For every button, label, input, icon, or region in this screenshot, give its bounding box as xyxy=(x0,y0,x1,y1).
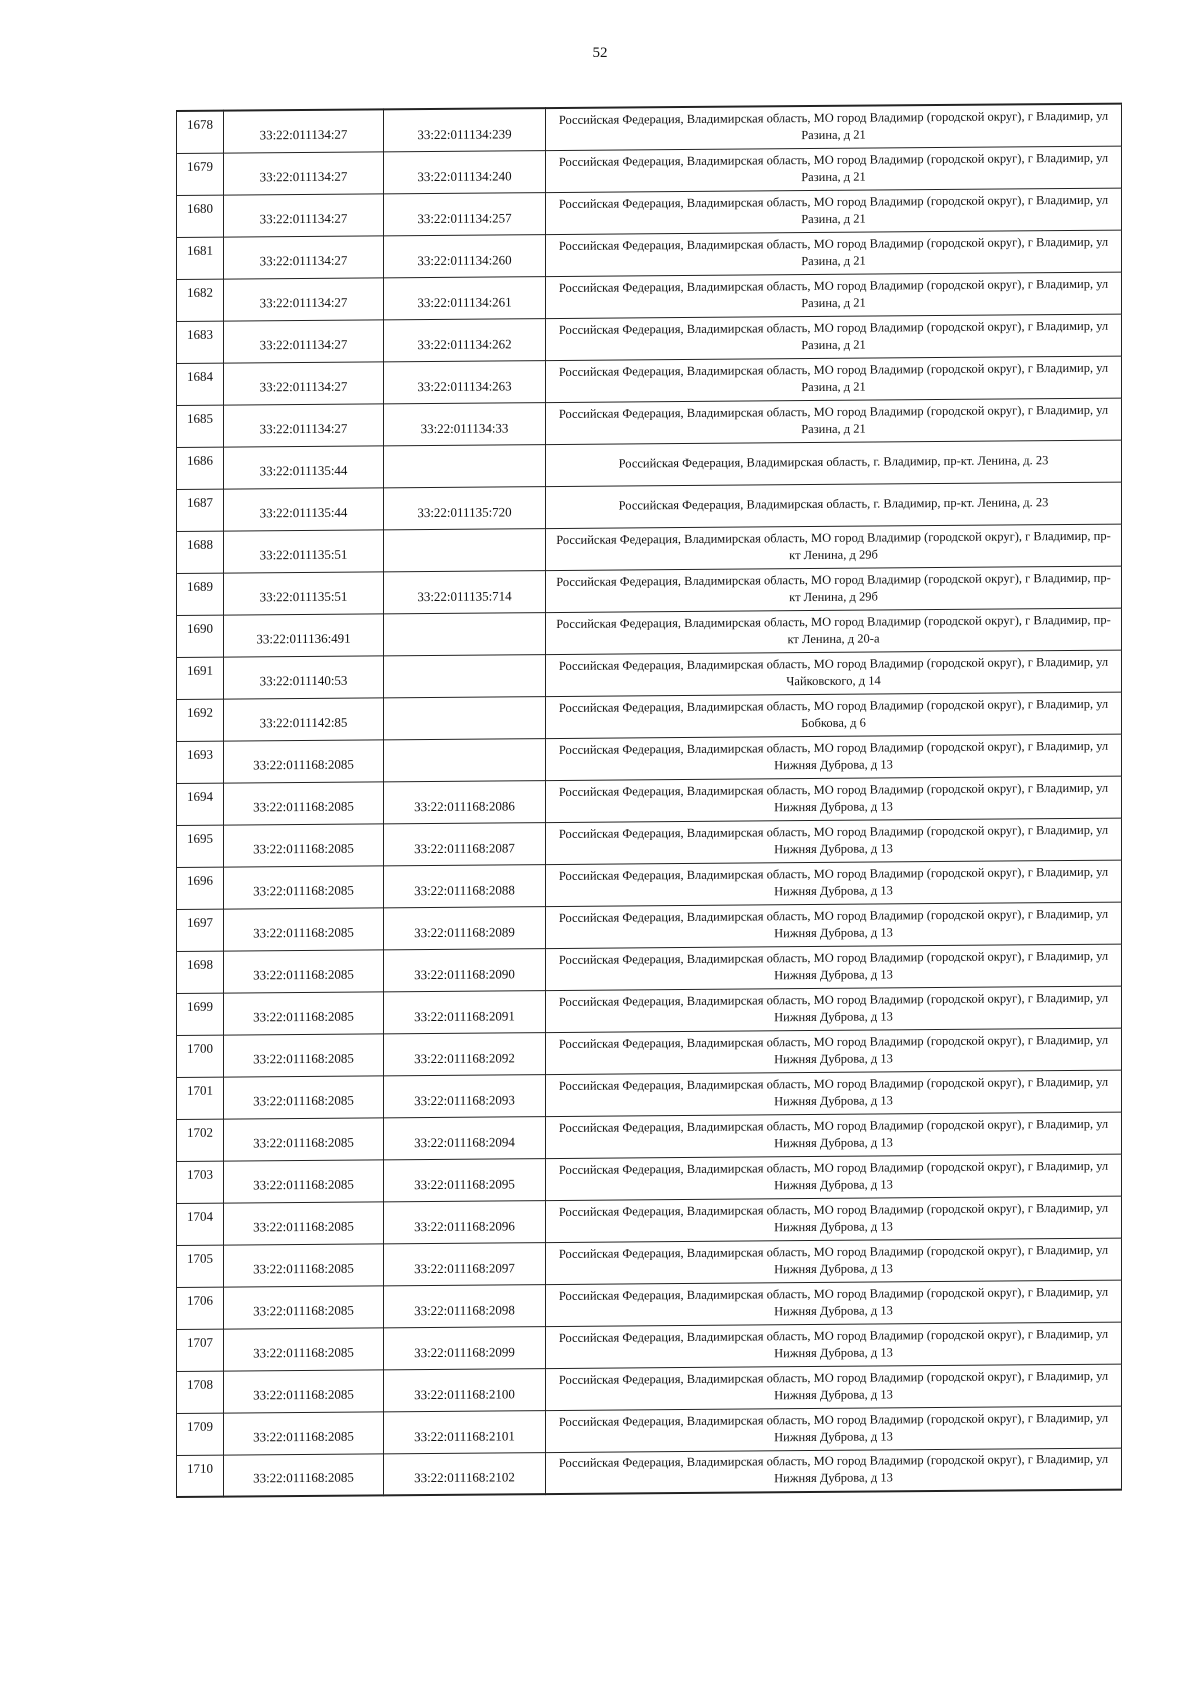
row-number-cell: 1703 xyxy=(177,1161,224,1203)
sub-cadastral-number-cell: 33:22:011168:2096 xyxy=(384,1200,546,1243)
table-row xyxy=(177,1196,1122,1245)
row-number-cell: 1702 xyxy=(177,1119,224,1161)
address-cell: Российская Федерация, Владимирская область, МО город Владимир (городской округ), г Владимир, ул Нижняя Дуброва, д 13 xyxy=(546,818,1122,865)
sub-cadastral-number-cell: 33:22:011134:263 xyxy=(384,360,546,403)
address-cell: Российская Федерация, Владимирская область, МО город Владимир (городской округ), г Владимир, ул Разина, д 21 xyxy=(546,398,1122,445)
sub-cadastral-number-cell: 33:22:011168:2090 xyxy=(384,948,546,991)
address-cell: Российская Федерация, Владимирская область, МО город Владимир (городской округ), г Владимир, ул Нижняя Дуброва, д 13 xyxy=(546,1154,1122,1201)
table-row xyxy=(177,860,1122,909)
table-row xyxy=(177,1154,1122,1203)
address-cell: Российская Федерация, Владимирская область, МО город Владимир (городской округ), г Владимир, пр-кт Ленина, д 29б xyxy=(546,566,1122,613)
table-row xyxy=(177,902,1122,951)
sub-cadastral-number-cell: 33:22:011134:240 xyxy=(384,150,546,193)
row-number-cell: 1696 xyxy=(177,867,224,909)
main-cadastral-number-cell: 33:22:011134:27 xyxy=(224,277,384,320)
address-cell: Российская Федерация, Владимирская область, МО город Владимир (городской округ), г Владимир, ул Нижняя Дуброва, д 13 xyxy=(546,1238,1122,1285)
table-row xyxy=(177,524,1122,573)
main-cadastral-number-cell: 33:22:011168:2085 xyxy=(224,781,384,824)
main-cadastral-number-cell: 33:22:011168:2085 xyxy=(224,1243,384,1286)
row-number-cell: 1701 xyxy=(177,1077,224,1119)
address-cell: Российская Федерация, Владимирская область, МО город Владимир (городской округ), г Владимир, ул Разина, д 21 xyxy=(546,104,1122,151)
row-number-cell: 1687 xyxy=(177,489,224,531)
row-number-cell: 1695 xyxy=(177,825,224,867)
address-cell: Российская Федерация, Владимирская область, МО город Владимир (городской округ), г Владимир, ул Чайковского, д 14 xyxy=(546,650,1122,697)
table-row xyxy=(177,734,1122,783)
row-number-cell: 1680 xyxy=(177,195,224,237)
address-cell: Российская Федерация, Владимирская область, МО город Владимир (городской округ), г Владимир, ул Нижняя Дуброва, д 13 xyxy=(546,1280,1122,1327)
main-cadastral-number-cell: 33:22:011135:44 xyxy=(224,487,384,530)
row-number-cell: 1681 xyxy=(177,237,224,279)
address-cell: Российская Федерация, Владимирская область, МО город Владимир (городской округ), г Владимир, ул Нижняя Дуброва, д 13 xyxy=(546,1112,1122,1159)
row-number-cell: 1709 xyxy=(177,1413,224,1455)
row-number-cell: 1710 xyxy=(177,1455,224,1497)
row-number-cell: 1688 xyxy=(177,531,224,573)
sub-cadastral-number-cell xyxy=(384,444,546,487)
document-table-wrap xyxy=(176,103,1121,1498)
table-row xyxy=(177,314,1122,363)
table-row xyxy=(177,272,1122,321)
address-cell: Российская Федерация, Владимирская область, г. Владимир, пр-кт. Ленина, д. 23 xyxy=(546,482,1122,529)
address-cell: Российская Федерация, Владимирская область, МО город Владимир (городской округ), г Владимир, ул Нижняя Дуброва, д 13 xyxy=(546,1364,1122,1411)
table-row xyxy=(177,776,1122,825)
main-cadastral-number-cell: 33:22:011168:2085 xyxy=(224,991,384,1034)
table-row xyxy=(177,1112,1122,1161)
main-cadastral-number-cell: 33:22:011168:2085 xyxy=(224,1033,384,1076)
main-cadastral-number-cell: 33:22:011134:27 xyxy=(224,319,384,362)
sub-cadastral-number-cell: 33:22:011168:2086 xyxy=(384,780,546,823)
sub-cadastral-number-cell xyxy=(384,612,546,655)
address-cell: Российская Федерация, Владимирская область, МО город Владимир (городской округ), г Владимир, ул Нижняя Дуброва, д 13 xyxy=(546,1028,1122,1075)
table-row xyxy=(177,1280,1122,1329)
main-cadastral-number-cell: 33:22:011134:27 xyxy=(224,361,384,404)
address-cell: Российская Федерация, Владимирская область, МО город Владимир (городской округ), г Владимир, ул Нижняя Дуброва, д 13 xyxy=(546,776,1122,823)
table-row xyxy=(177,440,1122,489)
table-row xyxy=(177,608,1122,657)
table-row xyxy=(177,1364,1122,1413)
sub-cadastral-number-cell: 33:22:011168:2089 xyxy=(384,906,546,949)
sub-cadastral-number-cell: 33:22:011168:2088 xyxy=(384,864,546,907)
row-number-cell: 1694 xyxy=(177,783,224,825)
row-number-cell: 1708 xyxy=(177,1371,224,1413)
row-number-cell: 1704 xyxy=(177,1203,224,1245)
sub-cadastral-number-cell: 33:22:011168:2100 xyxy=(384,1368,546,1411)
table-row xyxy=(177,944,1122,993)
main-cadastral-number-cell: 33:22:011168:2085 xyxy=(224,1159,384,1202)
main-cadastral-number-cell: 33:22:011168:2085 xyxy=(224,865,384,908)
sub-cadastral-number-cell: 33:22:011134:257 xyxy=(384,192,546,235)
main-cadastral-number-cell: 33:22:011134:27 xyxy=(224,403,384,446)
sub-cadastral-number-cell: 33:22:011168:2099 xyxy=(384,1326,546,1369)
row-number-cell: 1705 xyxy=(177,1245,224,1287)
address-cell: Российская Федерация, Владимирская область, МО город Владимир (городской округ), г Владимир, ул Разина, д 21 xyxy=(546,356,1122,403)
table-row xyxy=(177,1238,1122,1287)
table-row xyxy=(177,398,1122,447)
address-cell: Российская Федерация, Владимирская область, МО город Владимир (городской округ), г Владимир, пр-кт Ленина, д 29б xyxy=(546,524,1122,571)
address-cell: Российская Федерация, Владимирская область, МО город Владимир (городской округ), г Владимир, ул Разина, д 21 xyxy=(546,230,1122,277)
sub-cadastral-number-cell: 33:22:011168:2094 xyxy=(384,1116,546,1159)
table-row xyxy=(177,356,1122,405)
main-cadastral-number-cell: 33:22:011168:2085 xyxy=(224,1285,384,1328)
main-cadastral-number-cell: 33:22:011134:27 xyxy=(224,235,384,278)
sub-cadastral-number-cell: 33:22:011168:2093 xyxy=(384,1074,546,1117)
table-row xyxy=(177,482,1122,531)
table-row xyxy=(177,986,1122,1035)
main-cadastral-number-cell: 33:22:011134:27 xyxy=(224,151,384,194)
main-cadastral-number-cell: 33:22:011168:2085 xyxy=(224,1075,384,1118)
table-row xyxy=(177,146,1122,195)
table-row xyxy=(177,104,1122,153)
sub-cadastral-number-cell: 33:22:011168:2101 xyxy=(384,1410,546,1453)
row-number-cell: 1691 xyxy=(177,657,224,699)
address-cell: Российская Федерация, Владимирская область, МО город Владимир (городской округ), г Владимир, ул Разина, д 21 xyxy=(546,314,1122,361)
address-cell: Российская Федерация, Владимирская область, МО город Владимир (городской округ), г Владимир, ул Нижняя Дуброва, д 13 xyxy=(546,860,1122,907)
sub-cadastral-number-cell: 33:22:011134:261 xyxy=(384,276,546,319)
table-row xyxy=(177,230,1122,279)
table-row xyxy=(177,1070,1122,1119)
main-cadastral-number-cell: 33:22:011168:2085 xyxy=(224,1411,384,1454)
address-cell: Российская Федерация, Владимирская область, МО город Владимир (городской округ), г Владимир, ул Бобкова, д 6 xyxy=(546,692,1122,739)
row-number-cell: 1700 xyxy=(177,1035,224,1077)
address-cell: Российская Федерация, Владимирская область, МО город Владимир (городской округ), г Владимир, ул Нижняя Дуброва, д 13 xyxy=(546,1406,1122,1453)
main-cadastral-number-cell: 33:22:011168:2085 xyxy=(224,1453,384,1496)
row-number-cell: 1693 xyxy=(177,741,224,783)
row-number-cell: 1686 xyxy=(177,447,224,489)
main-cadastral-number-cell: 33:22:011168:2085 xyxy=(224,1327,384,1370)
main-cadastral-number-cell: 33:22:011142:85 xyxy=(224,697,384,740)
row-number-cell: 1683 xyxy=(177,321,224,363)
row-number-cell: 1690 xyxy=(177,615,224,657)
address-cell: Российская Федерация, Владимирская область, МО город Владимир (городской округ), г Владимир, пр-кт Ленина, д 20-а xyxy=(546,608,1122,655)
row-number-cell: 1678 xyxy=(177,111,224,153)
main-cadastral-number-cell: 33:22:011135:44 xyxy=(224,445,384,488)
sub-cadastral-number-cell: 33:22:011168:2095 xyxy=(384,1158,546,1201)
address-cell: Российская Федерация, Владимирская область, МО город Владимир (городской округ), г Владимир, ул Нижняя Дуброва, д 13 xyxy=(546,986,1122,1033)
main-cadastral-number-cell: 33:22:011140:53 xyxy=(224,655,384,698)
sub-cadastral-number-cell xyxy=(384,696,546,739)
row-number-cell: 1682 xyxy=(177,279,224,321)
table-row xyxy=(177,692,1122,741)
main-cadastral-number-cell: 33:22:011134:27 xyxy=(224,193,384,236)
main-cadastral-number-cell: 33:22:011168:2085 xyxy=(224,739,384,782)
table-row xyxy=(177,1322,1122,1371)
sub-cadastral-number-cell: 33:22:011168:2092 xyxy=(384,1032,546,1075)
table-row xyxy=(177,1028,1122,1077)
table-row xyxy=(177,188,1122,237)
sub-cadastral-number-cell: 33:22:011134:239 xyxy=(384,108,546,151)
table-row xyxy=(177,1406,1122,1455)
sub-cadastral-number-cell: 33:22:011168:2091 xyxy=(384,990,546,1033)
table-row xyxy=(177,1448,1122,1497)
address-cell: Российская Федерация, Владимирская область, МО город Владимир (городской округ), г Владимир, ул Нижняя Дуброва, д 13 xyxy=(546,1070,1122,1117)
row-number-cell: 1699 xyxy=(177,993,224,1035)
row-number-cell: 1689 xyxy=(177,573,224,615)
main-cadastral-number-cell: 33:22:011168:2085 xyxy=(224,1201,384,1244)
row-number-cell: 1697 xyxy=(177,909,224,951)
address-cell: Российская Федерация, Владимирская область, МО город Владимир (городской округ), г Владимир, ул Разина, д 21 xyxy=(546,188,1122,235)
address-cell: Российская Федерация, Владимирская область, г. Владимир, пр-кт. Ленина, д. 23 xyxy=(546,440,1122,487)
row-number-cell: 1706 xyxy=(177,1287,224,1329)
address-cell: Российская Федерация, Владимирская область, МО город Владимир (городской округ), г Владимир, ул Разина, д 21 xyxy=(546,146,1122,193)
row-number-cell: 1685 xyxy=(177,405,224,447)
sub-cadastral-number-cell: 33:22:011134:260 xyxy=(384,234,546,277)
address-cell: Российская Федерация, Владимирская область, МО город Владимир (городской округ), г Владимир, ул Нижняя Дуброва, д 13 xyxy=(546,1322,1122,1369)
main-cadastral-number-cell: 33:22:011168:2085 xyxy=(224,1117,384,1160)
main-cadastral-number-cell: 33:22:011135:51 xyxy=(224,529,384,572)
sub-cadastral-number-cell xyxy=(384,528,546,571)
main-cadastral-number-cell: 33:22:011168:2085 xyxy=(224,907,384,950)
sub-cadastral-number-cell: 33:22:011135:720 xyxy=(384,486,546,529)
main-cadastral-number-cell: 33:22:011168:2085 xyxy=(224,823,384,866)
address-cell: Российская Федерация, Владимирская область, МО город Владимир (городской округ), г Владимир, ул Разина, д 21 xyxy=(546,272,1122,319)
table-row xyxy=(177,650,1122,699)
cadastral-table xyxy=(176,103,1122,1498)
sub-cadastral-number-cell xyxy=(384,738,546,781)
main-cadastral-number-cell: 33:22:011135:51 xyxy=(224,571,384,614)
row-number-cell: 1684 xyxy=(177,363,224,405)
main-cadastral-number-cell: 33:22:011168:2085 xyxy=(224,949,384,992)
row-number-cell: 1698 xyxy=(177,951,224,993)
sub-cadastral-number-cell: 33:22:011168:2087 xyxy=(384,822,546,865)
address-cell: Российская Федерация, Владимирская область, МО город Владимир (городской округ), г Владимир, ул Нижняя Дуброва, д 13 xyxy=(546,1196,1122,1243)
table-body xyxy=(177,104,1122,1497)
sub-cadastral-number-cell: 33:22:011134:262 xyxy=(384,318,546,361)
address-cell: Российская Федерация, Владимирская область, МО город Владимир (городской округ), г Владимир, ул Нижняя Дуброва, д 13 xyxy=(546,1448,1122,1495)
page-number: 52 xyxy=(592,45,608,61)
address-cell: Российская Федерация, Владимирская область, МО город Владимир (городской округ), г Владимир, ул Нижняя Дуброва, д 13 xyxy=(546,944,1122,991)
main-cadastral-number-cell: 33:22:011136:491 xyxy=(224,613,384,656)
table-row xyxy=(177,566,1122,615)
sub-cadastral-number-cell: 33:22:011168:2097 xyxy=(384,1242,546,1285)
address-cell: Российская Федерация, Владимирская область, МО город Владимир (городской округ), г Владимир, ул Нижняя Дуброва, д 13 xyxy=(546,734,1122,781)
sub-cadastral-number-cell: 33:22:011135:714 xyxy=(384,570,546,613)
row-number-cell: 1692 xyxy=(177,699,224,741)
main-cadastral-number-cell: 33:22:011168:2085 xyxy=(224,1369,384,1412)
row-number-cell: 1679 xyxy=(177,153,224,195)
table-row xyxy=(177,818,1122,867)
sub-cadastral-number-cell xyxy=(384,654,546,697)
row-number-cell: 1707 xyxy=(177,1329,224,1371)
address-cell: Российская Федерация, Владимирская область, МО город Владимир (городской округ), г Владимир, ул Нижняя Дуброва, д 13 xyxy=(546,902,1122,949)
sub-cadastral-number-cell: 33:22:011134:33 xyxy=(384,402,546,445)
sub-cadastral-number-cell: 33:22:011168:2098 xyxy=(384,1284,546,1327)
sub-cadastral-number-cell: 33:22:011168:2102 xyxy=(384,1452,546,1495)
main-cadastral-number-cell: 33:22:011134:27 xyxy=(224,109,384,152)
